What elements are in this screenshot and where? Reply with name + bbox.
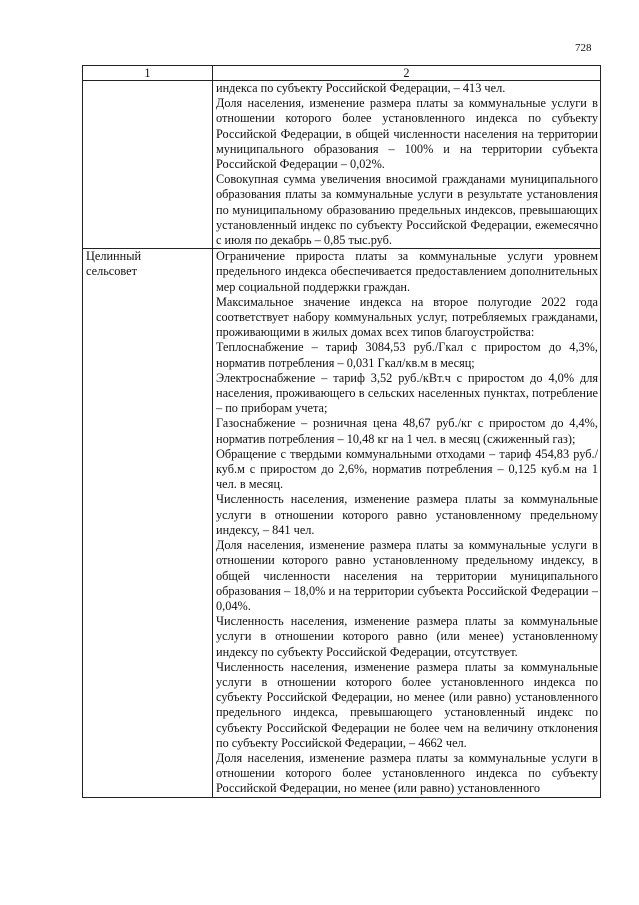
row-label-cell xyxy=(83,249,213,797)
table-header-row xyxy=(83,66,601,81)
row-content-cell xyxy=(213,81,601,249)
paragraph: индекса по субъекту Российской Федерации, – 413 чел. xyxy=(216,81,506,95)
paragraph: Совокупная сумма увеличения вносимой гражданами муниципального образования платы за коммунальные услуги в результате установления по муниципальному образованию предельных индексов, превышающих установленный индекс по субъекту Российской Федерации, ежемесячно с июля по декабрь – 0,85 тыс.руб. xyxy=(216,172,598,248)
paragraph: Теплоснабжение – тариф 3084,53 руб./Гкал с приростом до 4,3%, норматив потребления – 0,031 Гкал/кв.м в месяц; xyxy=(216,340,598,370)
paragraph: Обращение с твердыми коммунальными отходами – тариф 454,83 руб./куб.м с приростом до 2,6%, норматив потребления – 0,125 куб.м на 1 чел. в месяц. xyxy=(216,446,598,492)
paragraph: Численность населения, изменение размера платы за коммунальные услуги в отношении которого более установленного индекса по субъекту Российской Федерации, но менее (или равно) установленного предельного индекса, превышающего установленный индекс по субъекту Российской Федерации не более чем на величину отклонения по субъекту Российской Федерации, – 4662 чел. xyxy=(216,659,598,750)
paragraph: Максимальное значение индекса на второе полугодие 2022 года соответствует набору коммунальных услуг, потребляемых гражданами, проживающими в жилых домах всех типов благоустройства: xyxy=(216,294,598,340)
paragraph: Газоснабжение – розничная цена 48,67 руб./кг с приростом до 4,4%, норматив потребления – 10,48 кг на 1 чел. в месяц (сжиженный газ); xyxy=(216,416,598,446)
paragraph: Численность населения, изменение размера платы за коммунальные услуги в отношении которого равно (или менее) установленному индексу по субъекту Российской Федерации, отсутствует. xyxy=(216,614,598,659)
paragraph: Численность населения, изменение размера платы за коммунальные услуги в отношении которого равно установленному предельному индексу, – 841 чел. xyxy=(216,492,598,537)
paragraph: Электроснабжение – тариф 3,52 руб./кВт.ч с приростом до 4,0% для населения, проживающего в сельских населенных пунктах, потребление – по приборам учета; xyxy=(216,370,598,416)
page-number: 728 xyxy=(575,42,592,54)
paragraph: Ограничение прироста платы за коммунальные услуги уровнем предельного индекса обеспечивается предоставлением дополнительных мер социальной поддержки граждан. xyxy=(216,249,598,294)
region-name-line: сельсовет xyxy=(86,264,137,279)
paragraph: Доля населения, изменение размера платы за коммунальные услуги в отношении которого более установленного индекса по субъекту Российской Федерации, но менее (или равно) установленного xyxy=(216,750,598,796)
region-name-line: Целинный xyxy=(86,249,142,264)
header-cell-1: 1 xyxy=(83,66,213,81)
paragraph: Доля населения, изменение размера платы за коммунальные услуги в отношении которого более установленного индекса по субъекту Российской Федерации, в общей численности населения на территории муниципального образования – 100% и на территории субъекта Российской Федерации – 0,02%. xyxy=(216,96,598,172)
header-cell-2: 2 xyxy=(213,66,601,81)
table-row xyxy=(83,249,601,797)
document-table xyxy=(82,65,601,798)
row-label-cell xyxy=(83,81,213,249)
paragraph: Доля населения, изменение размера платы за коммунальные услуги в отношении которого равно установленному предельному индексу, в общей численности населения на территории муниципального образования – 18,0% и на территории субъекта Российской Федерации – 0,04%. xyxy=(216,538,598,613)
row-content-cell xyxy=(213,249,601,797)
table-row xyxy=(83,81,601,249)
